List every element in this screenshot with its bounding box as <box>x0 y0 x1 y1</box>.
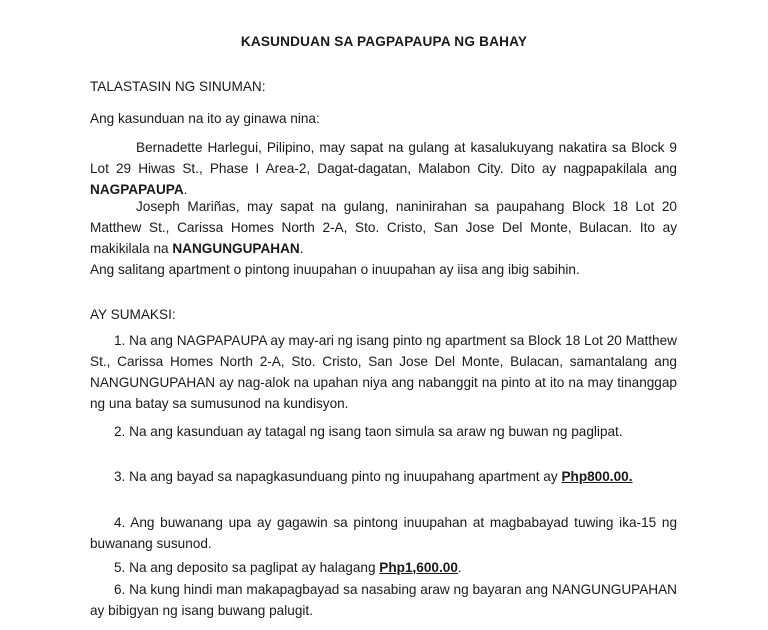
witness-heading: AY SUMAKSI: <box>90 307 176 322</box>
deposit-amount: Php1,600.00 <box>379 560 458 575</box>
definition-line: Ang salitang apartment o pintong inuupahan o inuupahan ay iisa ang ibig sabihin. <box>90 262 580 277</box>
intro-line: Ang kasunduan na ito ay ginawa nina: <box>90 111 320 126</box>
list-item: 5. Na ang deposito sa paglipat ay halagang Php1,600.00. <box>114 560 462 575</box>
list-item: 2. Na ang kasunduan ay tatagal ng isang taon simula sa araw ng buwan ng paglipat. <box>114 424 623 439</box>
salutation: TALASTASIN NG SINUMAN: <box>90 79 266 94</box>
landlord-paragraph: Bernadette Harlegui, Pilipino, may sapat na gulang at kasalukuyang nakatira sa Block 9 Lot 29 Hiwas St., Phase I Area-2, Dagat-dagatan, Malabon City. Dito ay nagpapakilala ang NAGPAPAUPA. <box>90 140 677 197</box>
list-item: 1. Na ang NAGPAPAUPA ay may-ari ng isang pinto ng apartment sa Block 18 Lot 20 Matthew St., Carissa Homes North 2-A, Sto. Cristo, San Jose Del Monte, Bulacan, samantalang ang NANGUNGUPAHAN ay nag-alok na upahan niya ang nabanggit na pinto at ito na may tinanggap ng una batay sa sumusunod na kundisyon. <box>90 333 677 411</box>
item-number: 5. <box>114 560 126 575</box>
tenant-text: Joseph Mariñas, may sapat na gulang, naninirahan sa paupahang Block 18 Lot 20 Matthew St., Carissa Homes North 2-A, Sto. Cristo, San Jose Del Monte, Bulacan. Ito ay makikilala na <box>90 199 677 256</box>
tenant-paragraph: Joseph Mariñas, may sapat na gulang, naninirahan sa paupahang Block 18 Lot 20 Matthew St., Carissa Homes North 2-A, Sto. Cristo, San Jose Del Monte, Bulacan. Ito ay makikilala na NANGUNGUPAHAN. <box>90 199 677 256</box>
tenant-role: NANGUNGUPAHAN <box>172 241 300 256</box>
list-item: 3. Na ang bayad sa napagkasunduang pinto ng inuupahang apartment ay Php800.00. <box>114 469 633 484</box>
rent-amount: Php800.00. <box>561 469 633 484</box>
item-number: 2. <box>114 424 126 439</box>
document-title: KASUNDUAN SA PAGPAPAUPA NG BAHAY <box>240 34 528 49</box>
landlord-text: Bernadette Harlegui, Pilipino, may sapat na gulang at kasalukuyang nakatira sa Block 9 Lot 29 Hiwas St., Phase I Area-2, Dagat-dagatan, Malabon City. Dito ay nagpapakilala ang <box>90 140 677 176</box>
item-number: 4. <box>114 515 126 530</box>
list-item: 6. Na kung hindi man makapagbayad sa nasabing araw ng bayaran ang NANGUNGUPAHAN ay bibigyan ng isang buwang palugit. <box>90 582 678 618</box>
item-number: 6. <box>114 582 126 597</box>
item-number: 3. <box>114 469 126 484</box>
landlord-role: NAGPAPAUPA <box>90 182 184 197</box>
list-item: 4. Ang buwanang upa ay gagawin sa pintong inuupahan at magbabayad tuwing ika-15 ng buwanang susunod. <box>90 515 678 551</box>
item-number: 1. <box>114 333 126 348</box>
